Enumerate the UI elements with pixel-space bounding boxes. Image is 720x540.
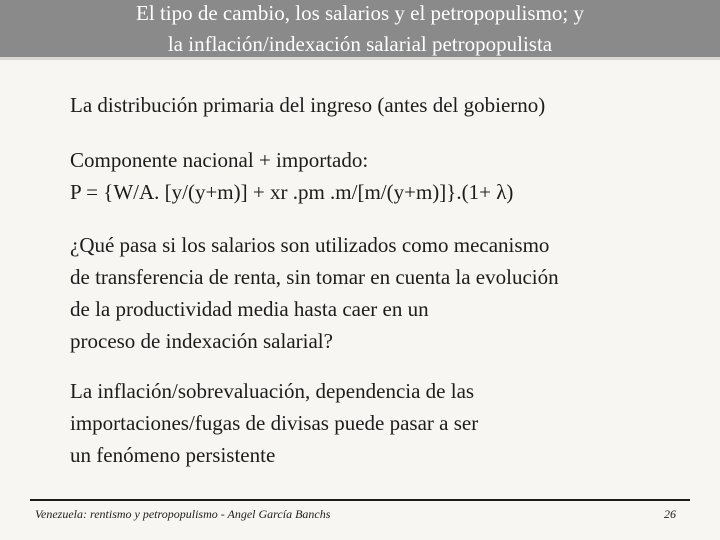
paragraph-line: de transferencia de renta, sin tomar en cuenta la evolución <box>70 265 559 289</box>
footer-divider <box>30 499 690 501</box>
paragraph-line: importaciones/fugas de divisas puede pasar a ser <box>70 411 479 435</box>
paragraph-line: de la productividad media hasta caer en un <box>70 297 429 321</box>
title-bar <box>0 0 720 60</box>
slide-title <box>0 0 720 60</box>
paragraph-line: La inflación/sobrevaluación, dependencia de las <box>70 379 475 403</box>
paragraph-line: un fenómeno persistente <box>70 443 276 467</box>
paragraph-line: Componente nacional + importado: <box>70 148 369 172</box>
paragraph-line: La distribución primaria del ingreso (antes del gobierno) <box>70 93 546 117</box>
paragraph-inflation <box>70 375 478 471</box>
paragraph-primary-distribution <box>70 89 545 121</box>
paragraph-wage-question <box>70 229 559 357</box>
slide-title-line: El tipo de cambio, los salarios y el petropopulismo; y <box>136 1 584 25</box>
paragraph-price-formula <box>70 144 513 208</box>
price-formula: P = {W/A. [y/(y+m)] + xr .pm .m/[m/(y+m)]}.(1+ λ) <box>70 180 514 204</box>
page-number: 26 <box>664 507 676 521</box>
paragraph-line: proceso de indexación salarial? <box>70 329 333 353</box>
slide-title-line: la inflación/indexación salarial petropopulista <box>167 32 553 56</box>
footer-citation: Venezuela: rentismo y petropopulismo - Angel García Banchs <box>35 507 331 521</box>
paragraph-line: ¿Qué pasa si los salarios son utilizados como mecanismo <box>70 233 550 257</box>
